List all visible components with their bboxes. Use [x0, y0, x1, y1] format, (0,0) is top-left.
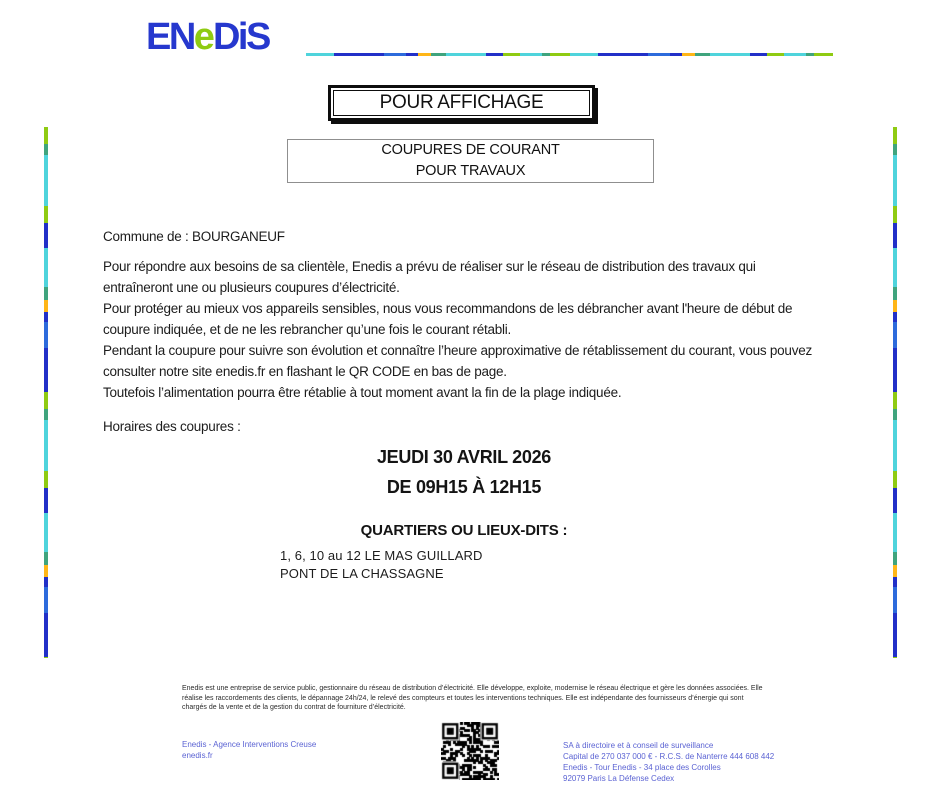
paragraph: Toutefois l’alimentation pourra être rétablie à tout moment avant la fin de la plage indiquée.	[103, 385, 622, 400]
footer-website: enedis.fr	[182, 751, 213, 760]
footer-legal-block	[563, 740, 774, 784]
footer-agency-line: Enedis - Agence Interventions Creuse	[182, 740, 317, 749]
paragraph: Pendant la coupure pour suivre son évolution et connaître l’heure approximative de rétablissement du courant, vous pouvez consulter notre site enedis.fr en flashant le QR CODE en bas de page.	[103, 343, 812, 379]
pour-affichage-label: POUR AFFICHAGE	[333, 90, 590, 116]
right-multicolor-stripe	[893, 127, 897, 658]
paragraph: Pour protéger au mieux vos appareils sensibles, nous vous recommandons de les débrancher avant l'heure de début de coupure indiquée, et de ne les rebrancher qu’une fois le courant rétabli.	[103, 301, 793, 337]
enedis-logo	[146, 14, 269, 60]
footer-legal-line: 92079 Paris La Défense Cedex	[563, 774, 675, 783]
footer-legal-line: Capital de 270 037 000 € - R.C.S. de Nanterre 444 608 442	[563, 752, 775, 761]
notice-line-1: COUPURES DE COURANT	[381, 142, 560, 158]
footer-legal-line: SA à directoire et à conseil de surveillance	[563, 741, 714, 750]
quartiers-heading: QUARTIERS OU LIEUX-DITS :	[360, 521, 568, 539]
footer-legal-line: Enedis - Tour Enedis - 34 place des Corolles	[563, 763, 721, 772]
main-content	[103, 229, 825, 584]
qr-code	[441, 722, 499, 780]
left-multicolor-stripe	[44, 127, 48, 658]
logo-text-blue-1: EN	[146, 16, 194, 58]
logo-text-blue-2: DiS	[212, 16, 269, 58]
header-multicolor-line	[306, 53, 833, 56]
legal-text: Enedis est une entreprise de service public, gestionnaire du réseau de distribution d’électricité. Elle développe, exploite, modernise le réseau électrique et gère les données associées. Elle réalise les raccordements des clients, le dépannage 24h/24, le relevé des compteurs et toutes les interventions techniques. Elle est indépendante des fournisseurs d’énergie qui sont chargés de la vente et de la gestion du contrat de fourniture d’électricité.	[182, 685, 763, 712]
location-item: PONT DE LA CHASSAGNE	[280, 566, 444, 581]
outage-schedule	[103, 447, 825, 498]
notice-line-2: POUR TRAVAUX	[415, 163, 526, 179]
commune-line: Commune de : BOURGANEUF	[103, 229, 285, 244]
outage-time: DE 09H15 À 12H15	[386, 476, 542, 497]
footer-agency-block	[182, 739, 316, 761]
pour-affichage-stamp	[328, 85, 595, 121]
notice-box	[287, 139, 654, 183]
location-item: 1, 6, 10 au 12 LE MAS GUILLARD	[280, 547, 483, 563]
logo-text-green: e	[193, 16, 213, 58]
locations-list	[280, 547, 825, 584]
paragraph: Pour répondre aux besoins de sa clientèle, Enedis a prévu de réaliser sur le réseau de distribution des travaux qui entraîneront une ou plusieurs coupures d’électricité.	[103, 259, 756, 295]
outage-date: JEUDI 30 AVRIL 2026	[376, 446, 552, 467]
horaires-label: Horaires des coupures :	[103, 418, 241, 434]
